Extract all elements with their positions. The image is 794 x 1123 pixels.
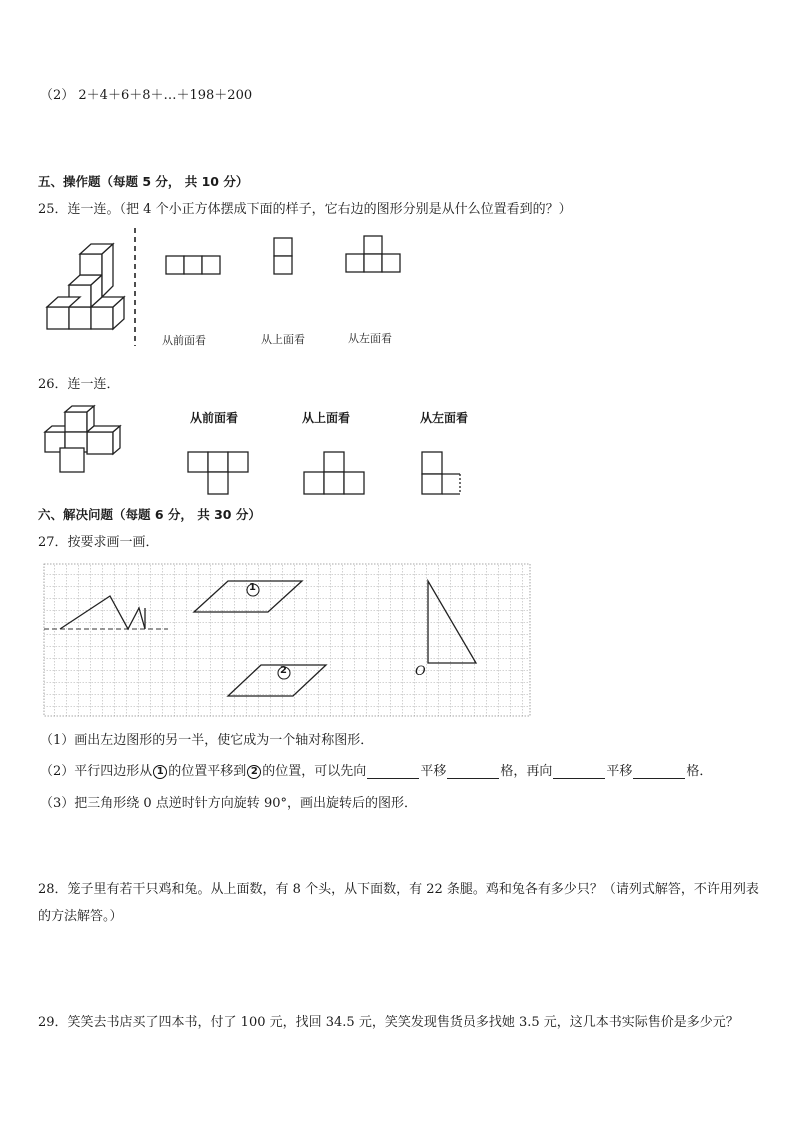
circle-mark-1: 1 (153, 765, 167, 779)
question-28-text: 28．笼子里有若干只鸡和兔。从上面数，有 8 个头，从下面数，有 22 条腿。鸡和兔各有多少只？（请列式解答，不许用列表的方法解答。） (38, 882, 759, 924)
q25-label-left: 从左面看 (348, 332, 392, 345)
section-6-title: 六、解决问题（每题 6 分， 共 30 分） (38, 507, 261, 522)
question-25-text: 25．连一连。（把 4 个小正方体摆成下面的样子，它右边的图形分别是从什么位置看到的？） (38, 202, 572, 217)
question-27-text: 27．按要求画一画． (38, 535, 159, 550)
q27-sub2 (40, 760, 712, 779)
parallelogram-2-label: 2 (280, 665, 287, 676)
dashed-divider (130, 228, 140, 348)
q25-label-top: 从上面看 (261, 333, 305, 346)
q27-sub2-part-b: 的位置平移到 (168, 764, 247, 779)
section-5-title: 五、操作题（每题 5 分， 共 10 分） (38, 174, 249, 189)
question-29-text: 29．笑笑去书店买了四本书，付了 100 元，找回 34.5 元，笑笑发现售货员多找她 3.5 元，这几本书实际售价是多少元？ (38, 1015, 739, 1030)
answer-blank-steps-2[interactable] (633, 765, 685, 779)
circle-mark-2: 2 (247, 765, 261, 779)
q26-label-top: 从上面看 (302, 411, 351, 425)
question-24-part-2: （2） 2＋4＋6＋8＋…＋198＋200 (40, 88, 253, 103)
answer-blank-direction-2[interactable] (553, 765, 605, 779)
q25-view-two-stack (272, 236, 298, 278)
q26-label-left: 从左面看 (420, 411, 469, 425)
point-o-label: O (415, 664, 426, 679)
q27-grid (42, 562, 532, 718)
q26-view-top (302, 450, 372, 498)
q25-cube-stack (40, 244, 140, 336)
q27-sub2-part-g: 格． (686, 764, 713, 779)
parallelogram-1-label: 1 (249, 582, 256, 593)
q27-sub2-part-e: 格，再向 (500, 764, 553, 779)
q27-sub3: （3）把三角形绕 0 点逆时针方向旋转 90°，画出旋转后的图形． (40, 796, 417, 811)
q27-sub1: （1）画出左边图形的另一半，使它成为一个轴对称图形． (40, 733, 374, 748)
answer-blank-steps-1[interactable] (447, 765, 499, 779)
q26-cube-stack (42, 404, 132, 478)
question-26-text: 26．连一连． (38, 377, 120, 392)
q25-view-three-row (164, 254, 224, 278)
q26-view-front (186, 450, 256, 498)
q25-label-front: 从前面看 (162, 334, 206, 347)
answer-blank-direction-1[interactable] (367, 765, 419, 779)
q26-label-front: 从前面看 (190, 411, 239, 425)
q25-view-t-shape (344, 234, 406, 278)
q26-view-left (420, 450, 470, 498)
q27-sub2-part-f: 平移 (606, 764, 633, 779)
q27-sub2-part-c: 的位置，可以先向 (262, 764, 367, 779)
q27-sub2-part-a: （2）平行四边形从 (40, 764, 153, 779)
q27-sub2-part-d: 平移 (420, 764, 447, 779)
